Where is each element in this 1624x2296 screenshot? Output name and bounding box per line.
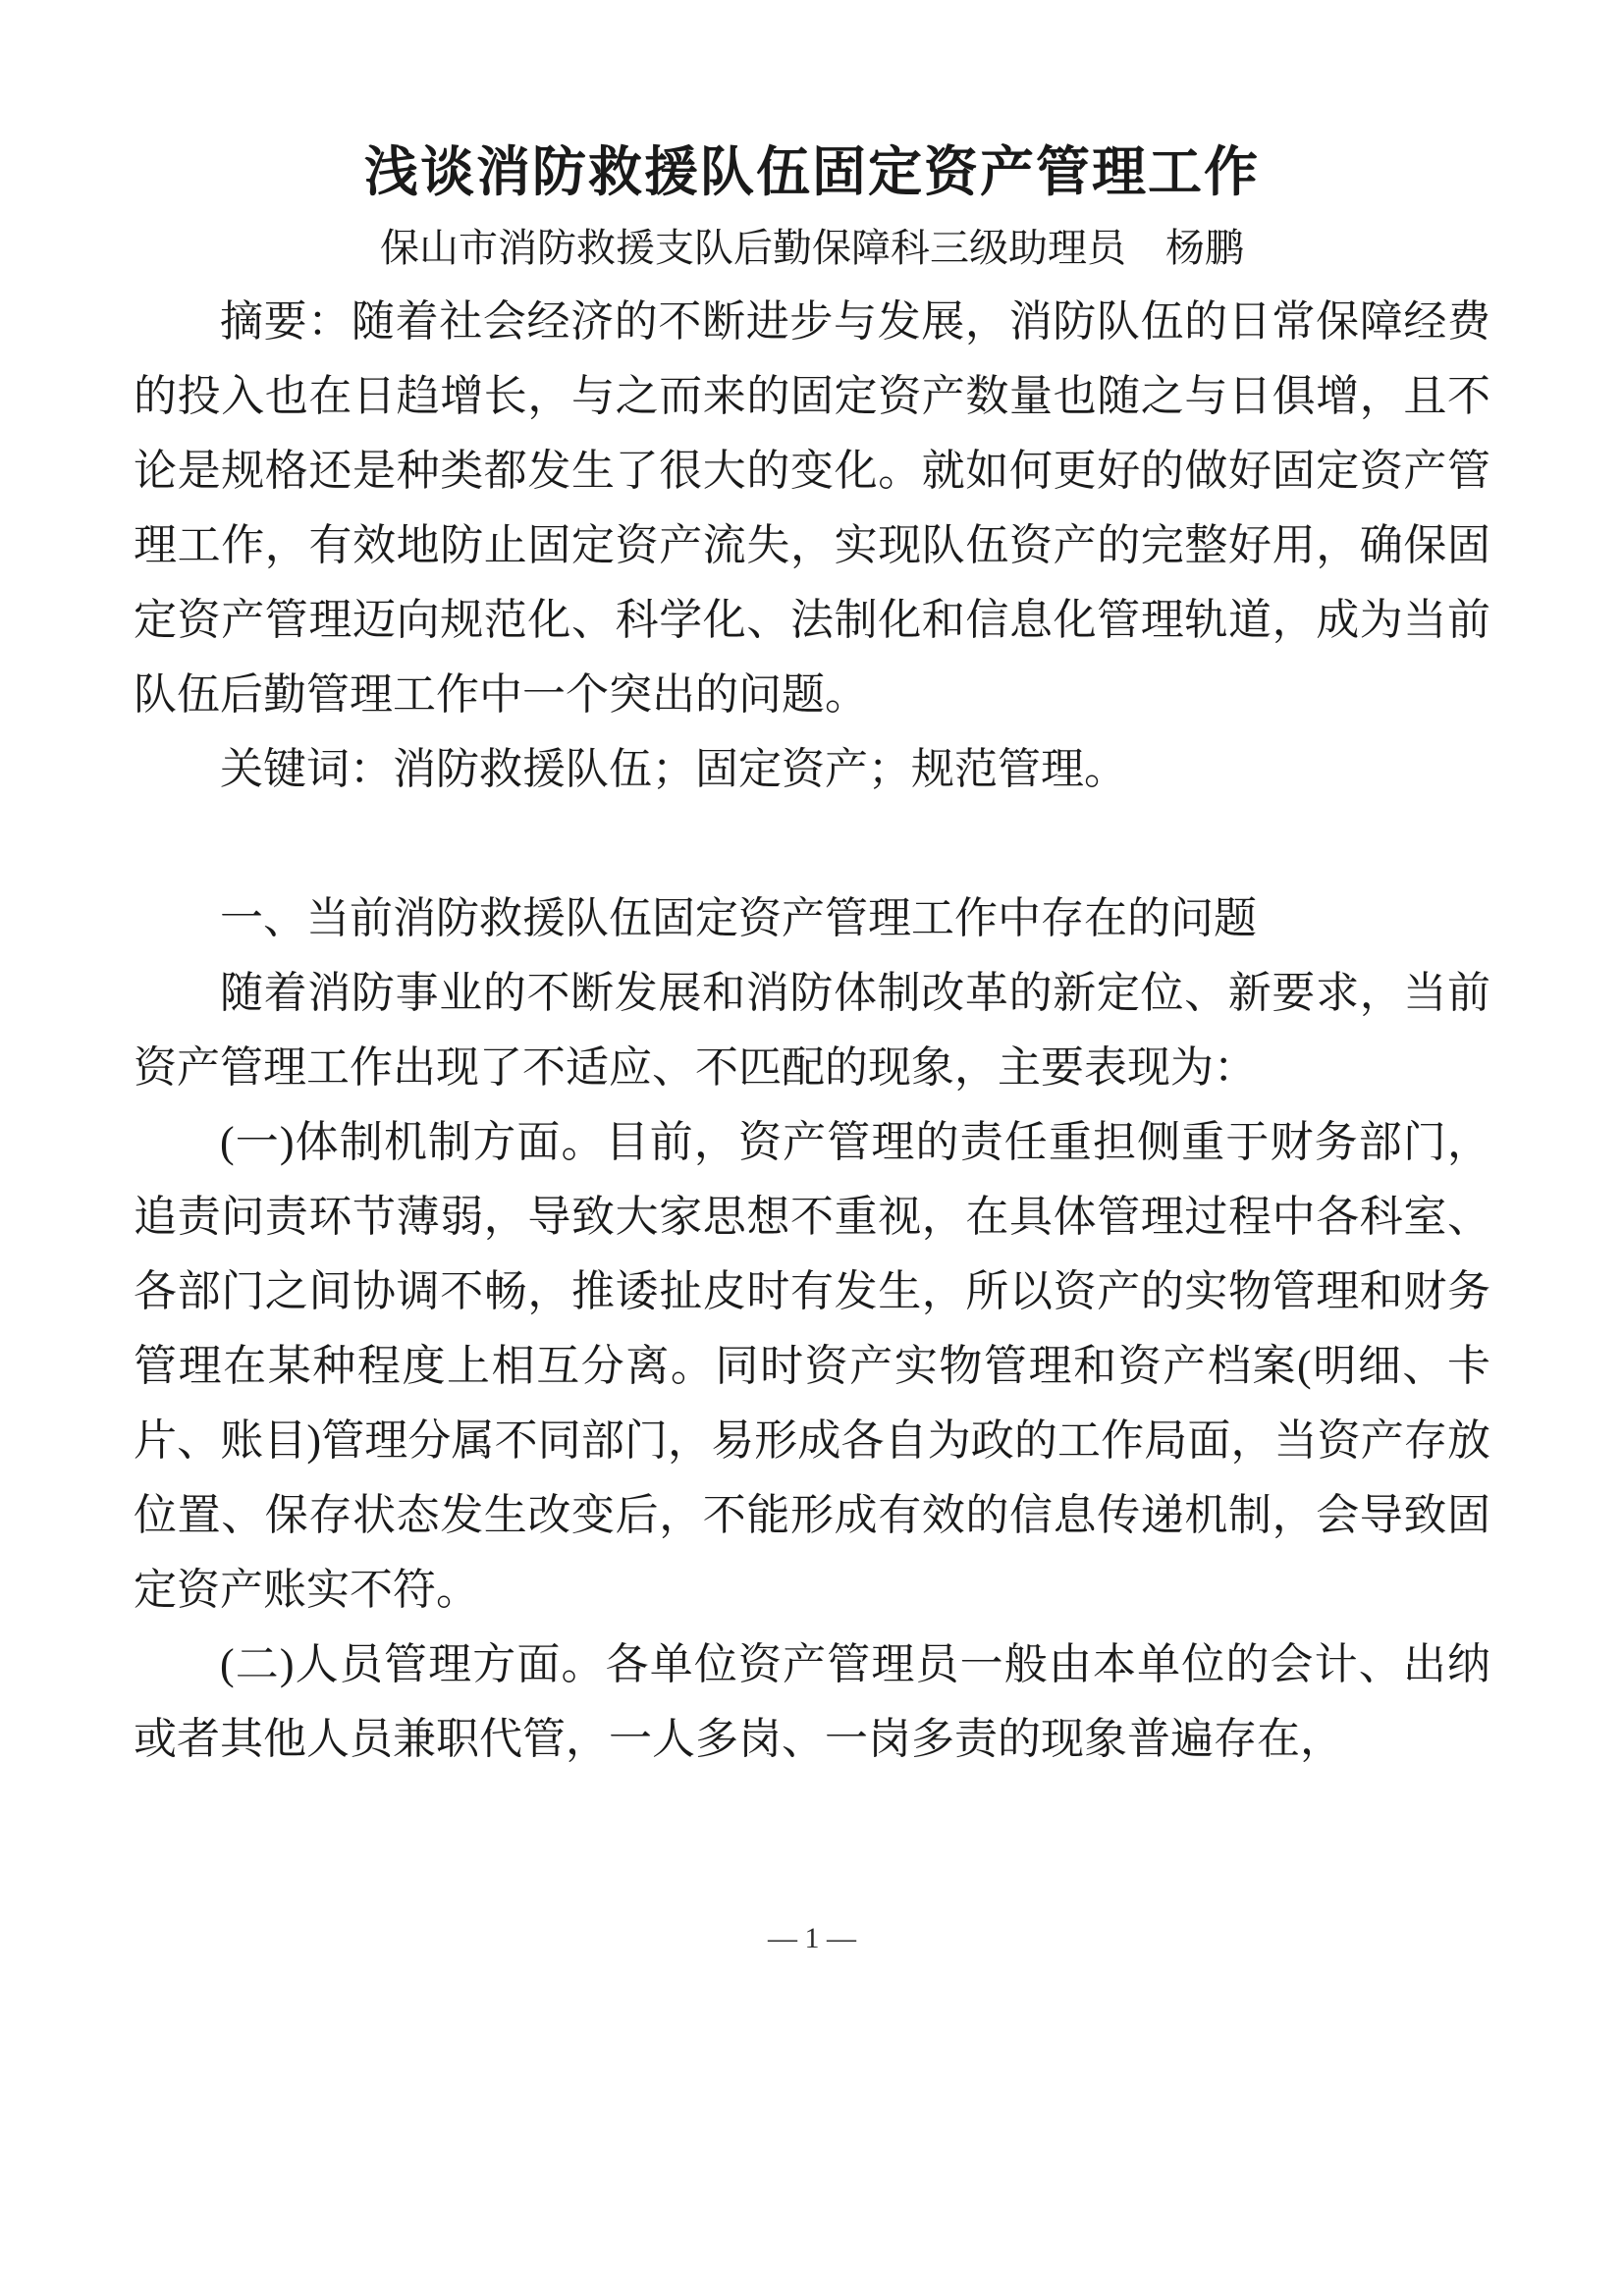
author-byline: 保山市消防救援支队后勤保障科三级助理员 杨鹏 (380, 226, 1244, 270)
section-1-paragraph-3: (二)人员管理方面。各单位资产管理员一般由本单位的会计、出纳或者其他人员兼职代管，一人多岗、一岗多责的现象普遍存在， (134, 1640, 1490, 1763)
section-1-paragraph-2: (一)体制机制方面。目前，资产管理的责任重担侧重于财务部门，追责问责环节薄弱，导致大家思想不重视，在具体管理过程中各科室、各部门之间协调不畅，推诿扯皮时有发生，所以资产的实物管理和财务管理在某种程度上相互分离。同时资产实物管理和资产档案(明细、卡片、账目)管理分属不同部门，易形成各自为政的工作局面，当资产存放位置、保存状态发生改变后，不能形成有效的信息传递机制，会导致固定资产账实不符。 (134, 1118, 1490, 1614)
page-footer (0, 1919, 1624, 1958)
page-number: — 1 — (768, 1922, 856, 1954)
abstract-paragraph: 摘要：随着社会经济的不断进步与发展，消防队伍的日常保障经费的投入也在日趋增长，与之而来的固定资产数量也随之与日俱增，且不论是规格还是种类都发生了很大的变化。就如何更好的做好固定资产管理工作，有效地防止固定资产流失，实现队伍资产的完整好用，确保固定资产管理迈向规范化、科学化、法制化和信息化管理轨道，成为当前队伍后勤管理工作中一个突出的问题。 (134, 297, 1490, 719)
keywords-line: 关键词：消防救援队伍；固定资产；规范管理。 (220, 745, 1127, 793)
section-1-heading: 一、当前消防救援队伍固定资产管理工作中存在的问题 (220, 894, 1257, 942)
document-title: 浅谈消防救援队伍固定资产管理工作 (363, 141, 1260, 202)
document-content (134, 133, 1490, 1777)
section-1-paragraph-1: 随着消防事业的不断发展和消防体制改革的新定位、新要求，当前资产管理工作出现了不适应、不匹配的现象，主要表现为： (134, 969, 1490, 1092)
